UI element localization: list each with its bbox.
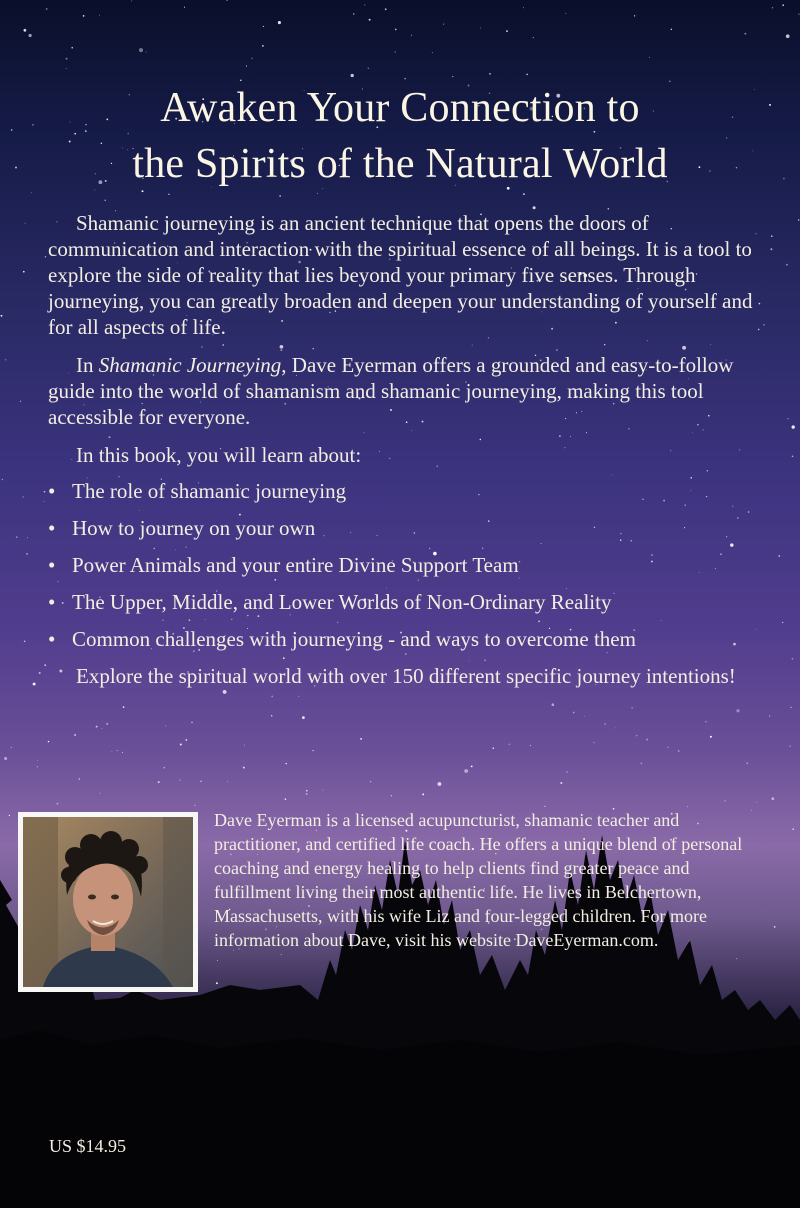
price-label: US $14.95 [49, 1136, 127, 1156]
list-item [48, 552, 753, 578]
headline-line-1: Awaken Your Connection to [160, 85, 640, 131]
description-paragraph-1: Shamanic journeying is an ancient technique that opens the doors of communication and interaction with the spiritual essence of all beings. It is a tool to explore the side of reality that lies beyond your primary five senses. Through journeying, you can greatly broaden and deepen your understanding of yourself and for all aspects of life. [48, 211, 753, 339]
p2-prefix: In [76, 353, 99, 377]
p2-rest: , Dave Eyerman offers a grounded and easy-to-follow guide into the world of shamanism and shamanic journeying, making this tool accessible for everyone. [48, 353, 734, 429]
list-item-text: The role of shamanic journeying [72, 479, 347, 503]
list-item [48, 626, 753, 652]
learn-list [48, 478, 753, 652]
book-title-italic: Shamanic Journeying [98, 353, 282, 377]
headline-line-2: the Spirits of the Natural World [132, 141, 668, 187]
closing-paragraph: Explore the spiritual world with over 150 different specific journey intentions! [76, 664, 736, 688]
list-item-text: Common challenges with journeying - and ways to overcome them [72, 627, 636, 651]
cover-headline [0, 80, 800, 192]
list-item-text: Power Animals and your entire Divine Support Team [72, 553, 519, 577]
learn-intro: In this book, you will learn about: [76, 443, 362, 467]
author-photo [18, 812, 198, 992]
bullet-icon: • [48, 627, 56, 651]
author-bio: Dave Eyerman is a licensed acupuncturist, shamanic teacher and practitioner, and certified life coach. He offers a unique blend of personal coaching and energy healing to help clients find greater peace and fulfillment living their most authentic life. He lives in Belchertown, Massachusetts, with his wife Liz and four-legged children. For more information about Dave, visit his website DaveEyerman.com. [214, 810, 743, 950]
list-item-text: The Upper, Middle, and Lower Worlds of Non-Ordinary Reality [72, 590, 612, 614]
bullet-icon: • [48, 479, 56, 503]
list-item [48, 478, 753, 504]
bullet-icon: • [48, 553, 56, 577]
list-item [48, 589, 753, 615]
book-description [48, 210, 753, 701]
list-item-text: How to journey on your own [72, 516, 316, 540]
bullet-icon: • [48, 590, 56, 614]
list-item [48, 515, 753, 541]
author-portrait-illustration [23, 817, 193, 987]
description-paragraph-2 [48, 352, 753, 430]
bullet-icon: • [48, 516, 56, 540]
